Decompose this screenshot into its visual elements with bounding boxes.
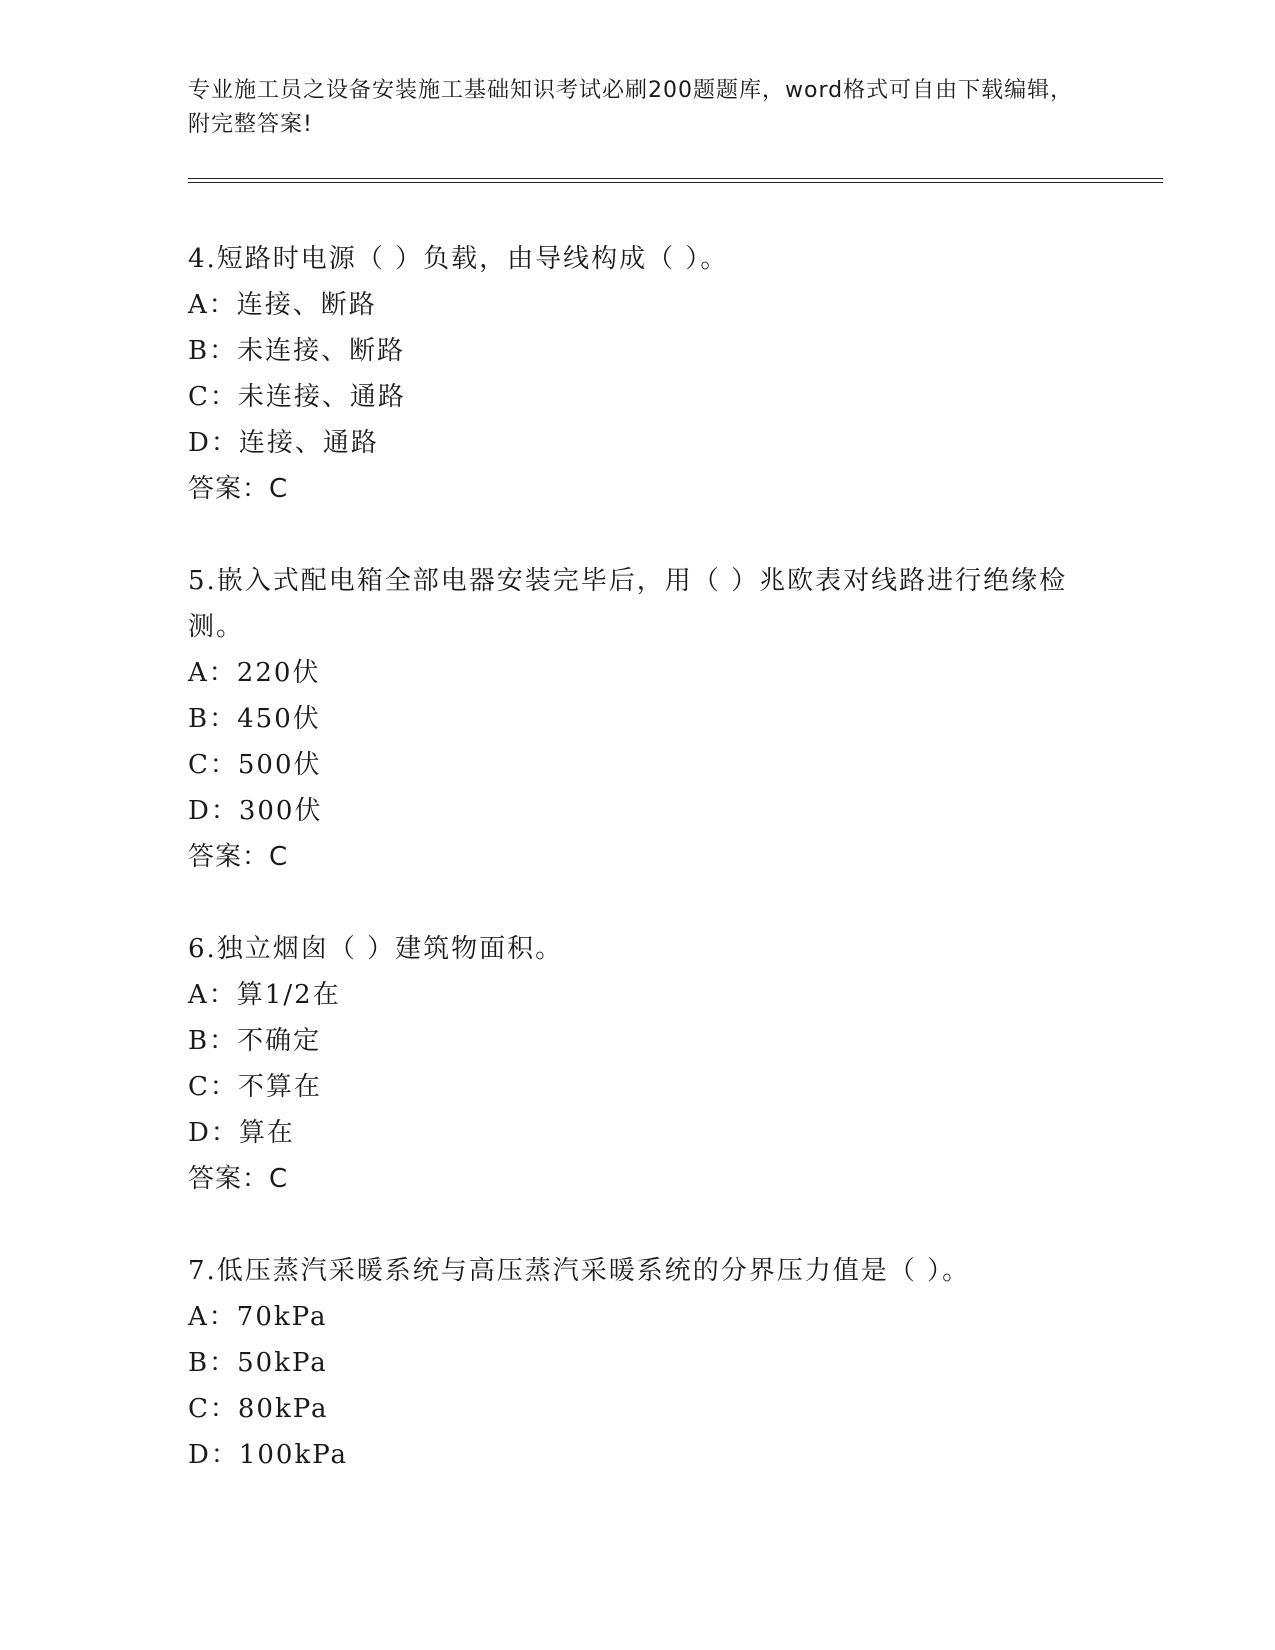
question-stem: 5.嵌入式配电箱全部电器安装完毕后，用（ ）兆欧表对线路进行绝缘检测。 — [188, 566, 1068, 642]
question-6 — [188, 926, 1088, 1202]
answer-line: 答案：C — [188, 1164, 289, 1194]
question-stem: 6.独立烟囱（ ）建筑物面积。 — [188, 934, 564, 964]
option-d: D：100kPa — [188, 1440, 349, 1470]
question-list — [188, 236, 1088, 1524]
header-divider-bottom — [188, 182, 1163, 183]
option-c: C：未连接、通路 — [188, 382, 406, 412]
question-4 — [188, 236, 1088, 512]
question-5 — [188, 558, 1088, 880]
option-c: C：500伏 — [188, 750, 322, 780]
option-a: A：70kPa — [188, 1302, 328, 1332]
option-d: D：300伏 — [188, 796, 323, 826]
answer-line: 答案：C — [188, 842, 289, 872]
option-c: C：不算在 — [188, 1072, 322, 1102]
option-d: D：连接、通路 — [188, 428, 379, 458]
option-b: B：不确定 — [188, 1026, 322, 1056]
header-title: 专业施工员之设备安装施工基础知识考试必刷200题题库，word格式可自由下载编辑，附完整答案! — [188, 78, 1074, 137]
option-b: B：450伏 — [188, 704, 321, 734]
option-d: D：算在 — [188, 1118, 295, 1148]
document-header — [188, 74, 1088, 142]
option-b: B：未连接、断路 — [188, 336, 406, 366]
option-a: A：220伏 — [188, 658, 321, 688]
question-7 — [188, 1248, 1088, 1478]
question-stem: 4.短路时电源（ ）负载，由导线构成（ ）。 — [188, 244, 729, 274]
question-stem: 7.低压蒸汽采暖系统与高压蒸汽采暖系统的分界压力值是（ ）。 — [188, 1256, 971, 1286]
option-a: A：连接、断路 — [188, 290, 377, 320]
answer-line: 答案：C — [188, 474, 289, 504]
header-divider-top — [188, 178, 1163, 179]
option-a: A：算1/2在 — [188, 980, 341, 1010]
option-c: C：80kPa — [188, 1394, 329, 1424]
option-b: B：50kPa — [188, 1348, 328, 1378]
